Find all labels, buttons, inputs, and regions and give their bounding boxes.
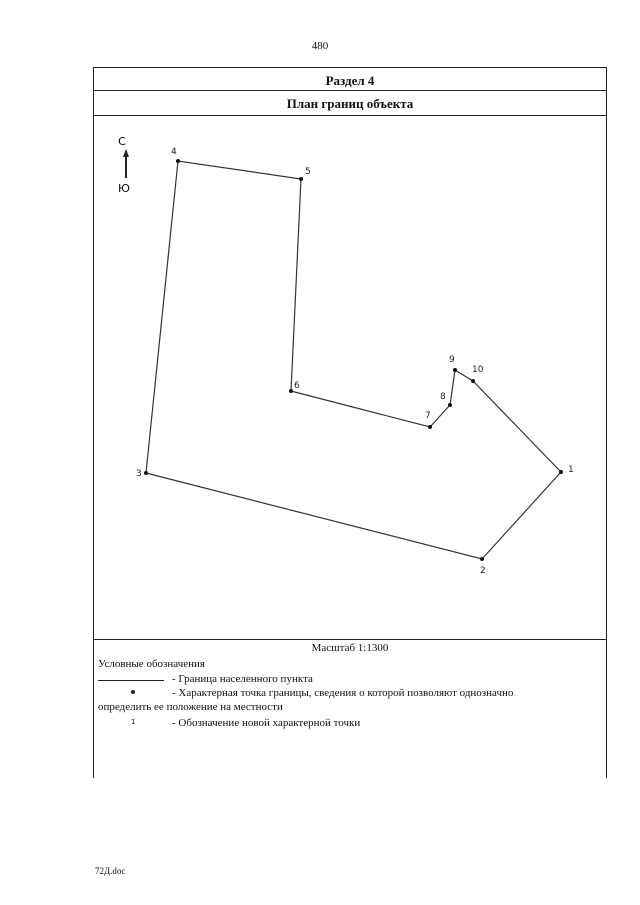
boundary-point-9 [453, 368, 457, 372]
boundary-point-label-6: 6 [294, 381, 300, 391]
page-number: 480 [311, 40, 329, 52]
boundary-point-label-2: 2 [480, 566, 486, 576]
boundary-point-label-5: 5 [305, 167, 311, 177]
boundary-point-1 [559, 470, 563, 474]
boundary-point-label-10: 10 [472, 365, 484, 375]
plan-frame [93, 67, 607, 778]
legend-title: Условные обозначения [98, 658, 205, 670]
file-name: 72Д.doc [95, 866, 126, 876]
boundary-point-10 [471, 379, 475, 383]
north-arrow [118, 135, 130, 195]
boundary-point-8 [448, 403, 452, 407]
boundary-point-2 [480, 557, 484, 561]
scale-label: Масштаб 1:1300 [311, 642, 389, 654]
boundary-point-5 [299, 177, 303, 181]
boundary-point-6 [289, 389, 293, 393]
settlement-boundary [146, 161, 561, 559]
boundary-point-4 [176, 159, 180, 163]
boundary-point-label-3: 3 [136, 469, 142, 479]
legend-boundary-text: - Граница населенного пункта [172, 673, 313, 685]
plan-title: План границ объекта [286, 96, 414, 111]
boundary-point-label-7: 7 [425, 411, 431, 421]
legend-number-symbol: 1 [131, 718, 136, 726]
north-label: С [118, 135, 126, 148]
boundary-plan [94, 68, 606, 638]
boundary-points [136, 147, 574, 576]
legend-point-text: - Характерная точка границы, сведения о которой позволяют однозначно определить ее положение на местности [98, 687, 514, 713]
boundary-point-7 [428, 425, 432, 429]
divider [94, 639, 606, 640]
boundary-point-3 [144, 471, 148, 475]
boundary-point-label-9: 9 [449, 355, 455, 365]
boundary-point-label-4: 4 [171, 147, 177, 157]
south-label: Ю [118, 182, 130, 195]
boundary-point-label-1: 1 [568, 465, 574, 475]
north-arrow-head-icon [123, 149, 129, 157]
legend-line-symbol [98, 680, 164, 681]
boundary-point-label-8: 8 [440, 392, 446, 402]
legend-new-point-text: - Обозначение новой характерной точки [172, 717, 361, 729]
section-title: Раздел 4 [325, 73, 375, 88]
